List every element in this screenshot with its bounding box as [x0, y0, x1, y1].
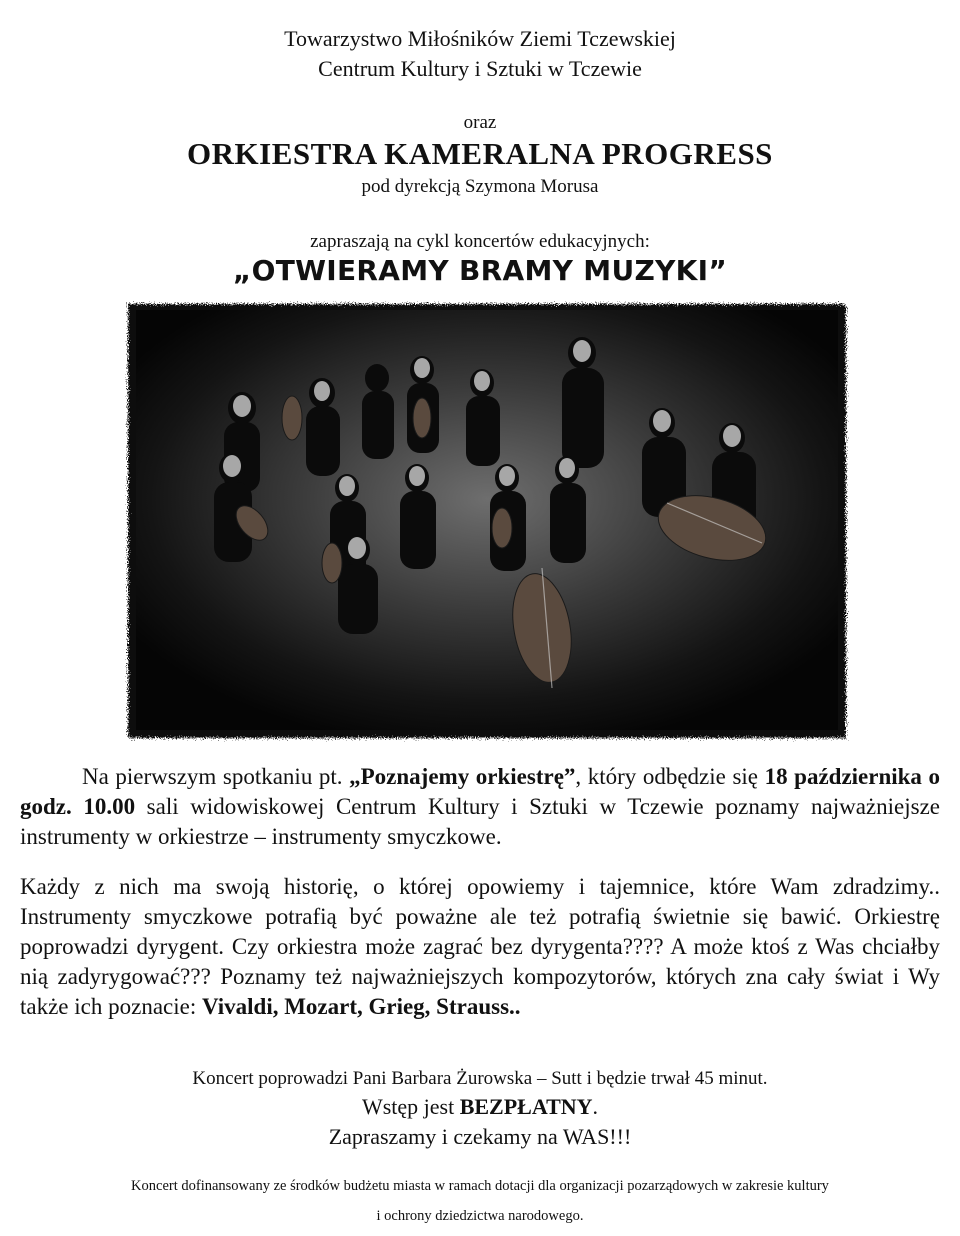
funding-line-1: Koncert dofinansowany ze środków budżetu miasta w ramach dotacji dla organizacji pozarządowych w zakresie kultury — [131, 1178, 829, 1194]
organizer-line-2: Centrum Kultury i Sztuki w Tczewie — [318, 56, 642, 81]
p1-text-a: Na pierwszym spotkaniu pt. — [82, 764, 350, 789]
p1-text-c: sali widowiskowej Centrum Kultury i Sztuki w Tczewie poznamy najważniejsze instrumenty w orkiestrze – instrumenty smyczkowe. — [20, 794, 940, 849]
meeting-date: 18 października o godz. 10.00 — [20, 764, 941, 819]
welcome-text: Zapraszamy i czekamy na WAS!!! — [328, 1124, 632, 1149]
p1-text-b: , który odbędzie się — [575, 764, 765, 789]
series-title: „OTWIERAMY BRAMY MUZYKI” — [232, 254, 728, 287]
composers-list: Vivaldi, Mozart, Grieg, Strauss.. — [201, 994, 521, 1019]
entry-text-b: . — [592, 1094, 599, 1119]
host-info: Koncert poprowadzi Pani Barbara Żurowska – Sutt i będzie trwał 45 minut. — [192, 1068, 768, 1089]
orchestra-photo — [122, 298, 852, 744]
paragraph-description — [20, 872, 940, 1022]
conjunction-text: oraz — [463, 112, 497, 133]
p2-text: Każdy z nich ma swoją historię, o której opowiemy i tajemnice, które Wam zdradzimy.. Instrumenty smyczkowe potrafią być poważne ale też potrafią świetnie się bawić. Orkiestrę poprowadzi dyrygent. Czy orkiestra może zagrać bez dyrygenta???? A może ktoś z Was chciałby nią zadyrygować??? Poznamy też najważniejszych kompozytorów, których zna cały świat i Wy także ich poznacie: — [20, 874, 940, 1019]
funding-line-2: i ochrony dziedzictwa narodowego. — [376, 1208, 584, 1224]
entry-text-a: Wstęp jest — [361, 1094, 460, 1119]
paragraph-first-meeting — [20, 762, 940, 852]
entry-info — [0, 1094, 960, 1120]
invitation-line: zapraszają na cykl koncertów edukacyjnych: — [310, 231, 650, 252]
orchestra-title: ORKIESTRA KAMERALNA PROGRESS — [187, 136, 773, 171]
organizer-line-1: Towarzystwo Miłośników Ziemi Tczewskiej — [284, 26, 676, 51]
free-entry-badge: BEZPŁATNY — [459, 1094, 593, 1119]
conductor-line: pod dyrekcją Szymona Morusa — [361, 176, 599, 197]
meeting-title: „Poznajemy orkiestrę” — [349, 764, 576, 789]
